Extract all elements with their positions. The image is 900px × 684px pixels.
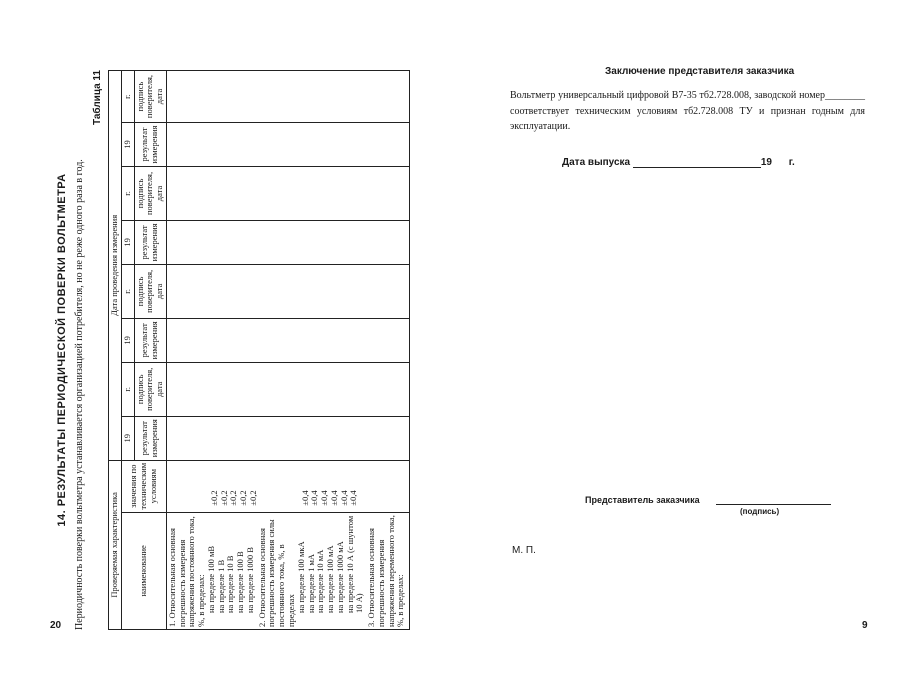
release-date-year-suffix: г. xyxy=(788,157,795,168)
item-value: ±0,4 xyxy=(299,490,310,506)
item-limit: на пределе 1000 мА xyxy=(334,541,345,613)
rotated-table-block xyxy=(52,70,412,630)
item-value: ±0,4 xyxy=(319,490,330,506)
header-sign-2: подпись поверителя, дата xyxy=(134,264,166,318)
item-value: ±0,4 xyxy=(309,490,320,506)
header-year-1-suffix: г. xyxy=(121,362,134,416)
item-limit: на пределе 1 мА xyxy=(305,553,316,613)
header-result-3: результат измерения xyxy=(134,220,166,264)
header-year-1: 19 xyxy=(121,416,134,460)
item-value: ±0,4 xyxy=(328,490,339,506)
values-cell xyxy=(166,460,409,512)
intro-text: Периодичность поверки вольтметра устанавливается организацией потребителя, но не реже одного раза в год. xyxy=(74,159,85,630)
conclusion-text: Вольтметр универсальный цифровой В7-35 тб2.728.008, заводской номер________ соответствует техническим условиям тб2.728.008 ТУ и признан годным для эксплуатации. xyxy=(510,90,865,132)
page-number-left: 20 xyxy=(50,620,62,631)
item-value: ±0,2 xyxy=(228,490,239,506)
header-year-3: 19 xyxy=(121,220,134,264)
item-limit: на пределе 100 мА xyxy=(325,545,336,613)
header-name: наименование xyxy=(121,512,166,629)
characteristics-cell xyxy=(166,512,409,629)
result-cell-2 xyxy=(166,318,409,362)
item-value: ±0,2 xyxy=(238,490,249,506)
header-sign-3: подпись поверителя, дата xyxy=(134,167,166,221)
item-title: 2. Относительная основная погрешность измерения силы постоянного тока, %, в пределах xyxy=(256,519,297,627)
header-result-2: результат измерения xyxy=(134,318,166,362)
sign-cell-2 xyxy=(166,264,409,318)
header-year-2-suffix: г. xyxy=(121,264,134,318)
item-title: 1. Относительная основная погрешность измерения напряжения постоянного тока, %, в пределах: xyxy=(166,516,207,627)
header-dates: Дата проведения измерения xyxy=(109,71,122,461)
result-cell-4 xyxy=(166,123,409,167)
item-value: ±0,2 xyxy=(247,490,258,506)
item-limit: на пределе 100 В xyxy=(235,551,246,613)
header-sign-1: подпись поверителя, дата xyxy=(134,362,166,416)
header-year-2: 19 xyxy=(121,318,134,362)
header-result-1: результат измерения xyxy=(134,416,166,460)
right-page xyxy=(450,0,900,684)
header-characteristic: Проверяемая характеристика xyxy=(109,460,122,629)
item-limit: на пределе 10 мА xyxy=(315,549,326,613)
stamp-label: М. П. xyxy=(512,545,536,556)
header-year-4-suffix: г. xyxy=(121,71,134,123)
sign-cell-3 xyxy=(166,167,409,221)
representative-label: Представитель заказчика xyxy=(585,495,700,505)
sign-cell-1 xyxy=(166,362,409,416)
section-title: 14. РЕЗУЛЬТАТЫ ПЕРИОДИЧЕСКОЙ ПОВЕРКИ ВОЛЬТМЕТРА xyxy=(56,173,68,527)
result-cell-3 xyxy=(166,220,409,264)
item-limit: на пределе 1000 В xyxy=(244,547,255,613)
item-limit: на пределе 1 В xyxy=(215,559,226,613)
table-body-row xyxy=(166,71,409,630)
item-value: ±0,4 xyxy=(338,490,349,506)
table-item-3 xyxy=(367,515,406,627)
item-title: 3. Относительная основная погрешность измерения напряжения переменного тока, %, в пределах: xyxy=(366,515,406,627)
verification-table xyxy=(108,70,410,630)
representative-row xyxy=(585,495,831,505)
header-year-4: 19 xyxy=(121,123,134,167)
table-item-1 xyxy=(168,515,256,627)
result-cell-1 xyxy=(166,416,409,460)
item-value: ±0,4 xyxy=(348,490,359,506)
header-value: значения по техническим условиям xyxy=(121,460,166,512)
release-date-line xyxy=(633,167,761,168)
item-limit: на пределе 10 А (с шунтом 10 А) xyxy=(344,515,365,613)
table-label: Таблица 11 xyxy=(92,70,103,126)
header-result-4: результат измерения xyxy=(134,123,166,167)
release-date-row xyxy=(562,157,795,168)
sign-cell-4 xyxy=(166,71,409,123)
item-value: ±0,2 xyxy=(208,490,219,506)
signature-caption: (подпись) xyxy=(740,507,780,516)
table-item-2 xyxy=(258,515,365,627)
release-date-label: Дата выпуска xyxy=(562,157,631,168)
release-date-year: 19 xyxy=(760,157,772,168)
item-limit: на пределе 10 В xyxy=(225,555,236,613)
item-limit: на пределе 100 мкА xyxy=(295,541,306,613)
item-limit: на пределе 100 мВ xyxy=(205,545,216,613)
header-year-3-suffix: г. xyxy=(121,167,134,221)
header-sign-4: подпись поверителя, дата xyxy=(134,71,166,123)
signature-line xyxy=(716,504,831,505)
item-value: ±0,2 xyxy=(218,490,229,506)
page-number-right: 9 xyxy=(862,620,868,631)
conclusion-title: Заключение представителя заказчика xyxy=(605,66,795,77)
